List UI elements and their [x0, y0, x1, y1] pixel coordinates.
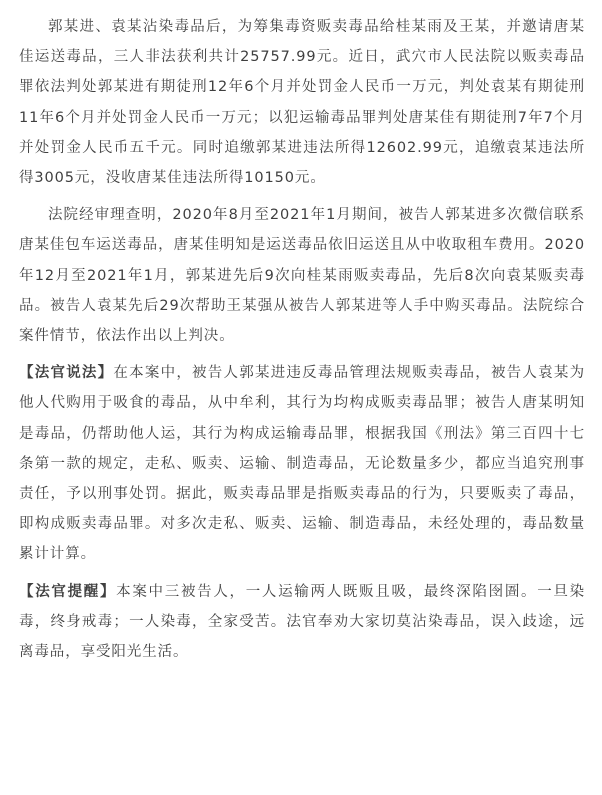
judge-reminder-text: 本案中三被告人，一人运输两人既贩且吸，最终深陷囹圄。一旦染毒，终身戒毒；一人染毒，全家受苦。法官奉劝大家切莫沾染毒品，误入歧途，远离毒品，享受阳光生活。 — [19, 583, 585, 661]
judge-reminder-tag: 【法官提醒】 — [19, 583, 117, 600]
article-body — [19, 12, 585, 674]
paragraph-case-summary: 郭某进、袁某沾染毒品后，为筹集毒资贩卖毒品给桂某雨及王某，并邀请唐某佳运送毒品，三人非法获利共计25757.99元。近日，武穴市人民法院以贩卖毒品罪依法判处郭某进有期徒刑12年6个月并处罚金人民币一万元，判处袁某有期徒刑11年6个月并处罚金人民币一万元；以犯运输毒品罪判处唐某佳有期徒刑7年7个月并处罚金人民币五千元。同时追缴郭某进违法所得12602.99元，追缴袁某违法所得3005元，没收唐某佳违法所得10150元。 — [19, 19, 585, 187]
paragraph-judge-reminder — [19, 577, 585, 668]
paragraph-judge-explanation — [19, 358, 585, 569]
judge-explanation-tag: 【法官说法】 — [19, 365, 114, 382]
paragraph-court-findings: 法院经审理查明，2020年8月至2021年1月期间，被告人郭某进多次微信联系唐某佳包车运送毒品，唐某佳明知是运送毒品依旧运送且从中收取租车费用。2020年12月至2021年1月，郭某进先后9次向桂某雨贩卖毒品，先后8次向袁某贩卖毒品。被告人袁某先后29次帮助王某强从被告人郭某进等人手中购买毒品。法院综合案件情节，依法作出以上判决。 — [19, 207, 585, 345]
judge-explanation-text: 在本案中，被告人郭某进违反毒品管理法规贩卖毒品，被告人袁某为他人代购用于吸食的毒品，从中牟利，其行为均构成贩卖毒品罪；被告人唐某明知是毒品，仍帮助他人运，其行为构成运输毒品罪，根据我国《刑法》第三百四十七条第一款的规定，走私、贩卖、运输、制造毒品，无论数量多少，都应当追究刑事责任，予以刑事处罚。据此，贩卖毒品罪是指贩卖毒品的行为，只要贩卖了毒品，即构成贩卖毒品罪。对多次走私、贩卖、运输、制造毒品，未经处理的，毒品数量累计计算。 — [19, 365, 585, 563]
